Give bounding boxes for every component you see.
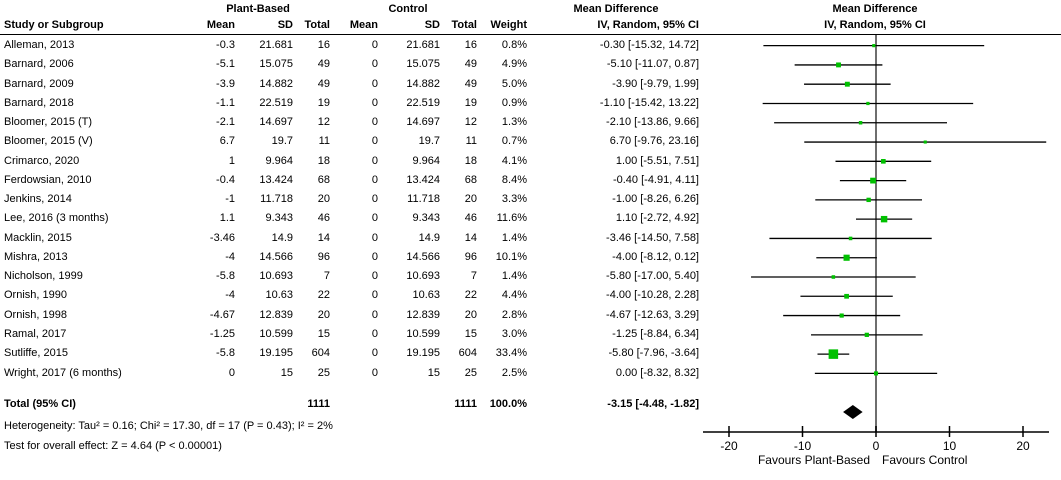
- cell-control-sd: 14.697: [406, 116, 440, 129]
- table-row: [0, 286, 1061, 305]
- cell-ci-text: -5.80 [-7.96, -3.64]: [608, 347, 699, 360]
- axis-label-favours-plant-based: Favours Plant-Based: [757, 453, 870, 467]
- cell-plant-sd: 10.693: [259, 270, 293, 283]
- cell-plant-total: 49: [317, 58, 330, 71]
- cell-ci-text: 1.10 [-2.72, 4.92]: [615, 212, 699, 225]
- cell-study-name: Jenkins, 2014: [4, 193, 72, 206]
- cell-plant-mean: -0.3: [216, 39, 235, 51]
- axis-label-favours-control: Favours Control: [882, 453, 968, 467]
- table-row: [0, 75, 1061, 94]
- cell-plant-total: 22: [317, 289, 330, 302]
- cell-study-name: Bloomer, 2015 (V): [4, 135, 93, 148]
- cell-control-sd: 14.566: [406, 250, 440, 263]
- cell-control-mean: 0: [371, 327, 378, 340]
- cell-plant-sd: 15: [280, 366, 293, 379]
- cell-weight: 4.9%: [501, 58, 527, 71]
- cell-control-sd: 10.63: [412, 289, 440, 302]
- cell-control-mean: 0: [371, 77, 378, 90]
- cell-plant-sd: 19.7: [271, 135, 293, 148]
- column-header-mean-plant: Mean: [206, 19, 235, 31]
- plot-subtitle-ci: IV, Random, 95% CI: [824, 19, 926, 31]
- column-header-total-plant: Total: [304, 19, 330, 31]
- cell-study-name: Mishra, 2013: [4, 250, 68, 263]
- cell-plant-mean: -2.1: [216, 116, 235, 129]
- group-header-plant-based: Plant-Based: [226, 3, 290, 15]
- cell-plant-total: 46: [317, 212, 330, 225]
- cell-ci-text: -4.00 [-8.12, 0.12]: [612, 250, 699, 263]
- cell-plant-sd: 12.839: [259, 308, 293, 321]
- total-n-control: 1111: [454, 398, 477, 410]
- cell-control-mean: 0: [371, 193, 378, 206]
- cell-weight: 4.4%: [501, 289, 527, 302]
- table-row: [0, 344, 1061, 363]
- cell-control-sd: 12.839: [406, 308, 440, 321]
- cell-plant-sd: 14.9: [271, 231, 293, 244]
- cell-plant-total: 18: [317, 154, 330, 167]
- cell-control-total: 12: [464, 116, 477, 129]
- total-n-plant: 1111: [307, 398, 330, 410]
- cell-control-sd: 15.075: [406, 58, 440, 71]
- cell-plant-mean: 0: [228, 366, 235, 379]
- cell-ci-text: -0.30 [-15.32, 14.72]: [599, 39, 699, 51]
- cell-plant-mean: -1.25: [209, 327, 235, 340]
- cell-plant-mean: -5.8: [216, 347, 235, 360]
- cell-control-mean: 0: [371, 231, 378, 244]
- cell-weight: 1.4%: [501, 231, 527, 244]
- column-header-total-control: Total: [451, 19, 477, 31]
- cell-study-name: Barnard, 2006: [4, 58, 74, 71]
- cell-plant-sd: 10.63: [265, 289, 293, 302]
- cell-ci-text: -5.80 [-17.00, 5.40]: [606, 270, 699, 283]
- cell-plant-mean: -1.1: [216, 96, 235, 109]
- cell-control-sd: 21.681: [406, 39, 440, 51]
- group-header-control: Control: [388, 3, 428, 15]
- cell-study-name: Crimarco, 2020: [4, 154, 80, 167]
- total-ci-text: -3.15 [-4.48, -1.82]: [607, 398, 699, 410]
- cell-plant-mean: 1: [228, 154, 235, 167]
- cell-plant-sd: 19.195: [259, 347, 293, 360]
- cell-control-total: 18: [464, 154, 477, 167]
- table-row: [0, 190, 1061, 209]
- cell-plant-sd: 14.882: [259, 77, 293, 90]
- cell-plant-total: 19: [317, 96, 330, 109]
- plot-title-mean-difference: Mean Difference: [832, 3, 918, 15]
- cell-control-sd: 13.424: [406, 173, 440, 186]
- cell-control-mean: 0: [371, 96, 378, 109]
- cell-plant-sd: 11.718: [260, 193, 293, 206]
- table-row: [0, 248, 1061, 267]
- cell-plant-total: 12: [317, 116, 330, 129]
- cell-weight: 1.3%: [501, 116, 527, 129]
- table-row: [0, 325, 1061, 344]
- cell-control-total: 49: [464, 77, 477, 90]
- total-weight: 100.0%: [489, 398, 527, 410]
- table-row: [0, 36, 1061, 55]
- cell-plant-mean: -5.8: [216, 270, 235, 283]
- heterogeneity-note: Heterogeneity: Tau² = 0.16; Chi² = 17.30, df = 17 (P = 0.43); I² = 2%: [4, 420, 333, 432]
- cell-plant-sd: 10.599: [259, 327, 293, 340]
- cell-plant-total: 20: [317, 308, 330, 321]
- cell-control-mean: 0: [371, 135, 378, 148]
- cell-control-total: 20: [464, 308, 477, 321]
- cell-weight: 1.4%: [501, 270, 527, 283]
- cell-study-name: Bloomer, 2015 (T): [4, 116, 93, 129]
- cell-control-total: 22: [464, 289, 477, 302]
- cell-control-total: 46: [464, 212, 477, 225]
- cell-plant-sd: 13.424: [259, 173, 293, 186]
- study-rows: [0, 36, 1061, 383]
- table-row: [0, 152, 1061, 171]
- cell-plant-mean: -3.9: [216, 77, 235, 90]
- cell-control-total: 604: [458, 347, 477, 360]
- table-row: [0, 209, 1061, 228]
- cell-plant-mean: -3.46: [209, 231, 235, 244]
- cell-control-mean: 0: [371, 366, 378, 379]
- column-header-weight: Weight: [490, 19, 527, 31]
- cell-plant-sd: 9.343: [265, 212, 293, 225]
- cell-plant-mean: -4: [225, 250, 235, 263]
- cell-weight: 10.1%: [495, 250, 527, 263]
- cell-plant-total: 20: [317, 193, 330, 206]
- cell-control-mean: 0: [371, 347, 378, 360]
- cell-control-total: 49: [464, 58, 477, 71]
- cell-control-mean: 0: [371, 173, 378, 186]
- cell-weight: 11.6%: [496, 212, 527, 225]
- cell-plant-total: 49: [317, 77, 330, 90]
- cell-weight: 2.5%: [501, 366, 527, 379]
- cell-control-sd: 10.599: [406, 327, 440, 340]
- cell-plant-total: 16: [317, 39, 330, 51]
- table-row: [0, 267, 1061, 286]
- axis-tick-label: 0: [872, 439, 880, 453]
- cell-control-total: 16: [464, 39, 477, 51]
- cell-control-mean: 0: [371, 116, 378, 129]
- cell-control-total: 19: [464, 96, 477, 109]
- cell-plant-sd: 9.964: [265, 154, 293, 167]
- cell-control-sd: 14.882: [406, 77, 440, 90]
- column-header-sd-plant: SD: [277, 19, 293, 31]
- cell-control-total: 96: [464, 250, 477, 263]
- cell-plant-mean: -4: [225, 289, 235, 302]
- cell-study-name: Lee, 2016 (3 months): [4, 212, 109, 225]
- cell-weight: 0.9%: [501, 96, 527, 109]
- cell-plant-total: 604: [311, 347, 330, 360]
- cell-plant-mean: -1: [225, 193, 235, 206]
- cell-control-sd: 19.7: [418, 135, 440, 148]
- cell-plant-mean: -0.4: [216, 173, 235, 186]
- cell-plant-mean: -5.1: [216, 58, 235, 71]
- overall-effect-note: Test for overall effect: Z = 4.64 (P < 0.00001): [4, 440, 222, 452]
- cell-plant-mean: 6.7: [219, 135, 235, 148]
- cell-control-sd: 9.343: [412, 212, 440, 225]
- cell-plant-total: 11: [318, 135, 330, 148]
- cell-control-mean: 0: [371, 39, 378, 51]
- cell-control-sd: 11.718: [407, 193, 440, 206]
- cell-study-name: Nicholson, 1999: [4, 270, 83, 283]
- cell-plant-sd: 14.566: [259, 250, 293, 263]
- cell-study-name: Ferdowsian, 2010: [4, 173, 92, 186]
- cell-ci-text: -3.90 [-9.79, 1.99]: [612, 77, 699, 90]
- column-header-ci-text: IV, Random, 95% CI: [597, 19, 699, 31]
- axis-tick-label: -10: [793, 439, 812, 453]
- axis-tick-label: 20: [1016, 439, 1030, 453]
- table-row: [0, 55, 1061, 74]
- table-row: [0, 364, 1061, 383]
- cell-plant-mean: -4.67: [209, 308, 235, 321]
- total-row-label: Total (95% CI): [4, 398, 76, 410]
- table-row: [0, 113, 1061, 132]
- cell-control-sd: 10.693: [406, 270, 440, 283]
- cell-control-mean: 0: [371, 250, 378, 263]
- cell-weight: 8.4%: [501, 173, 527, 186]
- cell-weight: 3.3%: [501, 193, 527, 206]
- cell-ci-text: -1.25 [-8.84, 6.34]: [612, 327, 699, 340]
- cell-control-sd: 15: [427, 366, 440, 379]
- cell-plant-sd: 15.075: [259, 58, 293, 71]
- cell-control-total: 7: [470, 270, 477, 283]
- cell-ci-text: -4.00 [-10.28, 2.28]: [606, 289, 699, 302]
- cell-ci-text: -2.10 [-13.86, 9.66]: [606, 116, 699, 129]
- column-header-mean-control: Mean: [349, 19, 378, 31]
- cell-plant-total: 68: [317, 173, 330, 186]
- cell-control-total: 68: [464, 173, 477, 186]
- cell-study-name: Ramal, 2017: [4, 327, 67, 340]
- cell-plant-mean: 1.1: [219, 212, 235, 225]
- cell-study-name: Ornish, 1990: [4, 289, 67, 302]
- cell-control-total: 20: [464, 193, 477, 206]
- table-row: [0, 171, 1061, 190]
- cell-ci-text: -3.46 [-14.50, 7.58]: [606, 231, 699, 244]
- cell-weight: 33.4%: [495, 347, 527, 360]
- cell-control-total: 15: [464, 327, 477, 340]
- cell-plant-total: 7: [323, 270, 330, 283]
- cell-ci-text: 6.70 [-9.76, 23.16]: [609, 135, 699, 148]
- cell-study-name: Wright, 2017 (6 months): [4, 366, 122, 379]
- cell-ci-text: 0.00 [-8.32, 8.32]: [615, 366, 699, 379]
- cell-control-mean: 0: [371, 58, 378, 71]
- cell-weight: 0.8%: [501, 39, 527, 51]
- cell-weight: 4.1%: [501, 154, 527, 167]
- cell-study-name: Sutliffe, 2015: [4, 347, 69, 360]
- cell-study-name: Macklin, 2015: [4, 231, 72, 244]
- cell-plant-total: 25: [317, 366, 330, 379]
- table-row: [0, 94, 1061, 113]
- cell-weight: 5.0%: [501, 77, 527, 90]
- column-group-mean-difference-text: Mean Difference: [573, 3, 659, 15]
- cell-control-mean: 0: [371, 212, 378, 225]
- cell-ci-text: -5.10 [-11.07, 0.87]: [606, 58, 699, 71]
- cell-ci-text: 1.00 [-5.51, 7.51]: [615, 154, 699, 167]
- cell-plant-total: 14: [317, 231, 330, 244]
- column-header-sd-control: SD: [424, 19, 440, 31]
- cell-control-total: 11: [465, 135, 477, 148]
- cell-ci-text: -0.40 [-4.91, 4.11]: [612, 173, 699, 186]
- header-underline: [0, 34, 1061, 35]
- cell-control-mean: 0: [371, 270, 378, 283]
- axis-tick-label: 10: [942, 439, 957, 453]
- cell-plant-sd: 14.697: [259, 116, 293, 129]
- column-header-study: Study or Subgroup: [4, 19, 104, 31]
- cell-control-mean: 0: [371, 289, 378, 302]
- cell-plant-total: 96: [317, 250, 330, 263]
- cell-ci-text: -1.00 [-8.26, 6.26]: [612, 193, 699, 206]
- table-row: [0, 132, 1061, 151]
- cell-study-name: Barnard, 2018: [4, 96, 74, 109]
- cell-control-sd: 9.964: [412, 154, 440, 167]
- cell-control-mean: 0: [371, 308, 378, 321]
- cell-control-mean: 0: [371, 154, 378, 167]
- cell-ci-text: -4.67 [-12.63, 3.29]: [606, 308, 699, 321]
- table-row: [0, 229, 1061, 248]
- cell-control-total: 25: [464, 366, 477, 379]
- table-row: [0, 306, 1061, 325]
- cell-control-sd: 14.9: [418, 231, 440, 244]
- cell-control-sd: 22.519: [406, 96, 440, 109]
- cell-plant-sd: 21.681: [259, 39, 293, 51]
- cell-plant-sd: 22.519: [259, 96, 293, 109]
- cell-study-name: Ornish, 1998: [4, 308, 67, 321]
- cell-study-name: Barnard, 2009: [4, 77, 74, 90]
- cell-control-sd: 19.195: [406, 347, 440, 360]
- cell-control-total: 14: [464, 231, 477, 244]
- cell-weight: 3.0%: [501, 327, 527, 340]
- summary-diamond: [843, 405, 863, 419]
- axis-tick-label: -20: [720, 439, 738, 453]
- cell-plant-total: 15: [317, 327, 330, 340]
- cell-weight: 0.7%: [501, 135, 527, 148]
- cell-weight: 2.8%: [501, 308, 527, 321]
- cell-ci-text: -1.10 [-15.42, 13.22]: [599, 96, 699, 109]
- cell-study-name: Alleman, 2013: [4, 39, 75, 51]
